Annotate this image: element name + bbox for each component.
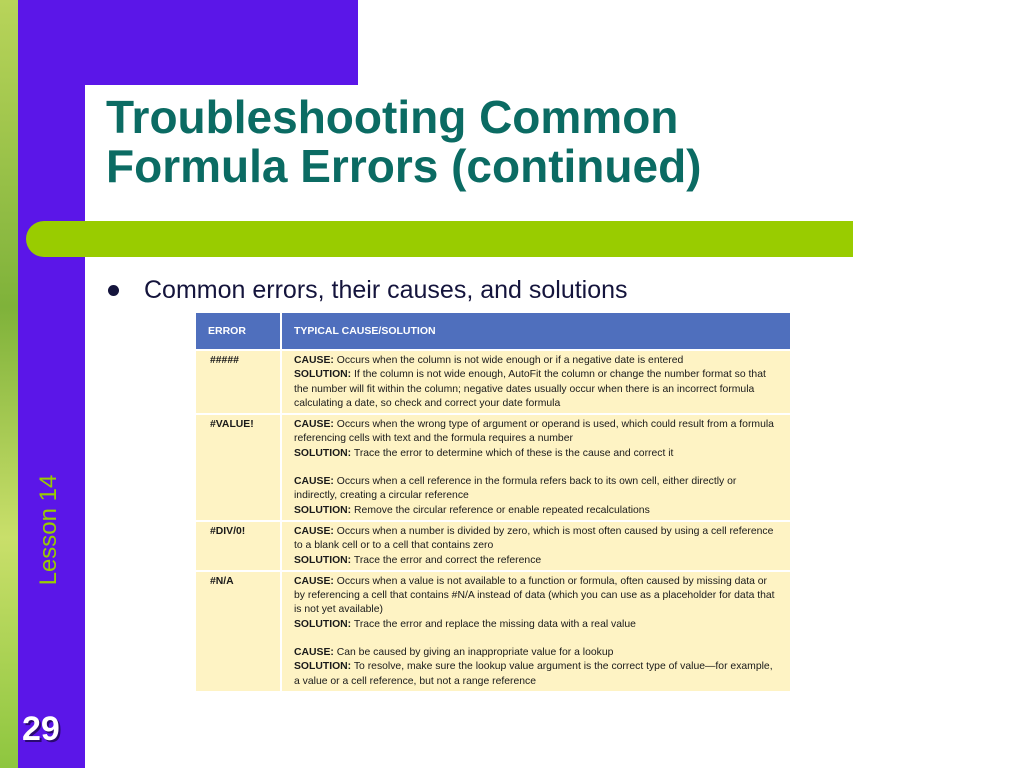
solution-text bbox=[294, 660, 780, 689]
solution-value: To resolve, make sure the lookup value argument is the correct type of value—for example, a value or a cell reference, but not a range reference bbox=[294, 661, 773, 687]
slide-title-line-1: Troubleshooting Common bbox=[106, 91, 679, 143]
bullet-dot-icon bbox=[108, 285, 119, 296]
leaf-decoration bbox=[0, 0, 18, 768]
table-row bbox=[196, 414, 790, 521]
cause-label: CAUSE: bbox=[294, 476, 334, 488]
solution-value: Remove the circular reference or enable repeated recalculations bbox=[354, 504, 650, 516]
cause-value: Occurs when a value is not available to a function or formula, often caused by missing data or by referencing a cell that contains #N/A instead of data (which you can use as a placeholder for data that is not yet available) bbox=[294, 575, 775, 616]
solution-label: SOLUTION: bbox=[294, 618, 352, 630]
error-table bbox=[196, 313, 790, 691]
error-code: #DIV/0! bbox=[196, 521, 281, 571]
solution-value: Trace the error and correct the reference bbox=[353, 554, 542, 566]
error-code: #VALUE! bbox=[196, 414, 281, 521]
cause-solution-entry bbox=[294, 475, 780, 518]
solution-label: SOLUTION: bbox=[294, 661, 352, 673]
cause-label: CAUSE: bbox=[294, 525, 334, 537]
cause-value: Occurs when a number is divided by zero, which is most often caused by using a cell reference to a blank cell or to a cell that contains zero bbox=[294, 525, 774, 552]
column-header-error: ERROR bbox=[196, 313, 281, 350]
cause-solution-entry bbox=[294, 418, 780, 461]
cause-value: Can be caused by giving an inappropriate value for a lookup bbox=[336, 647, 614, 659]
cause-text bbox=[294, 354, 780, 368]
cause-text bbox=[294, 646, 780, 660]
slide-title-line-2: Formula Errors (continued) bbox=[106, 140, 702, 192]
solution-value: Trace the error to determine which of these is the cause and correct it bbox=[353, 447, 674, 459]
bullet-text: Common errors, their causes, and solutions bbox=[144, 276, 628, 304]
cause-solution-cell bbox=[281, 521, 790, 571]
cause-label: CAUSE: bbox=[294, 647, 334, 659]
page-number: 29 bbox=[22, 710, 60, 748]
table-row bbox=[196, 521, 790, 571]
cause-label: CAUSE: bbox=[294, 575, 334, 587]
table-row bbox=[196, 571, 790, 691]
error-code: #N/A bbox=[196, 571, 281, 691]
solution-text bbox=[294, 618, 780, 632]
lesson-label: Lesson 14 bbox=[35, 474, 62, 586]
error-code: ##### bbox=[196, 350, 281, 414]
cause-solution-cell bbox=[281, 571, 790, 691]
title-underline-bar bbox=[26, 221, 853, 257]
cause-text bbox=[294, 575, 780, 618]
cause-text bbox=[294, 525, 780, 554]
solution-value: Trace the error and replace the missing data with a real value bbox=[353, 618, 636, 630]
cause-solution-cell bbox=[281, 414, 790, 521]
top-accent-band bbox=[18, 0, 358, 85]
column-header-cause-solution: TYPICAL CAUSE/SOLUTION bbox=[281, 313, 790, 350]
solution-text bbox=[294, 504, 780, 518]
cause-value: Occurs when the wrong type of argument or operand is used, which could result from a formula referencing cells with text and the formula requires a number bbox=[294, 419, 774, 445]
cause-solution-entry bbox=[294, 646, 780, 689]
cause-solution-cell bbox=[281, 350, 790, 414]
slide-title bbox=[106, 93, 886, 191]
bullet-item bbox=[108, 276, 628, 305]
cause-solution-entry bbox=[294, 575, 780, 632]
cause-label: CAUSE: bbox=[294, 419, 334, 431]
solution-label: SOLUTION: bbox=[294, 504, 352, 516]
side-bar bbox=[18, 0, 85, 768]
solution-label: SOLUTION: bbox=[294, 447, 352, 459]
cause-solution-entry bbox=[294, 354, 780, 411]
cause-value: Occurs when the column is not wide enough or if a negative date is entered bbox=[336, 355, 684, 366]
solution-text bbox=[294, 554, 780, 568]
solution-text bbox=[294, 447, 780, 461]
solution-text bbox=[294, 368, 780, 411]
cause-value: Occurs when a cell reference in the formula refers back to its own cell, either directly or indirectly, creating a circular reference bbox=[294, 476, 737, 502]
cause-text bbox=[294, 475, 780, 504]
cause-solution-entry bbox=[294, 525, 780, 568]
table-header-row bbox=[196, 313, 790, 350]
solution-label: SOLUTION: bbox=[294, 369, 352, 381]
cause-label: CAUSE: bbox=[294, 355, 334, 366]
solution-value: If the column is not wide enough, AutoFit the column or change the number format so that the number will fit within the column; negative dates usually occur when there is an incorrect formula calculating a date, so check and correct your date formula bbox=[294, 369, 766, 409]
solution-label: SOLUTION: bbox=[294, 554, 352, 566]
cause-text bbox=[294, 418, 780, 447]
table-row bbox=[196, 350, 790, 414]
